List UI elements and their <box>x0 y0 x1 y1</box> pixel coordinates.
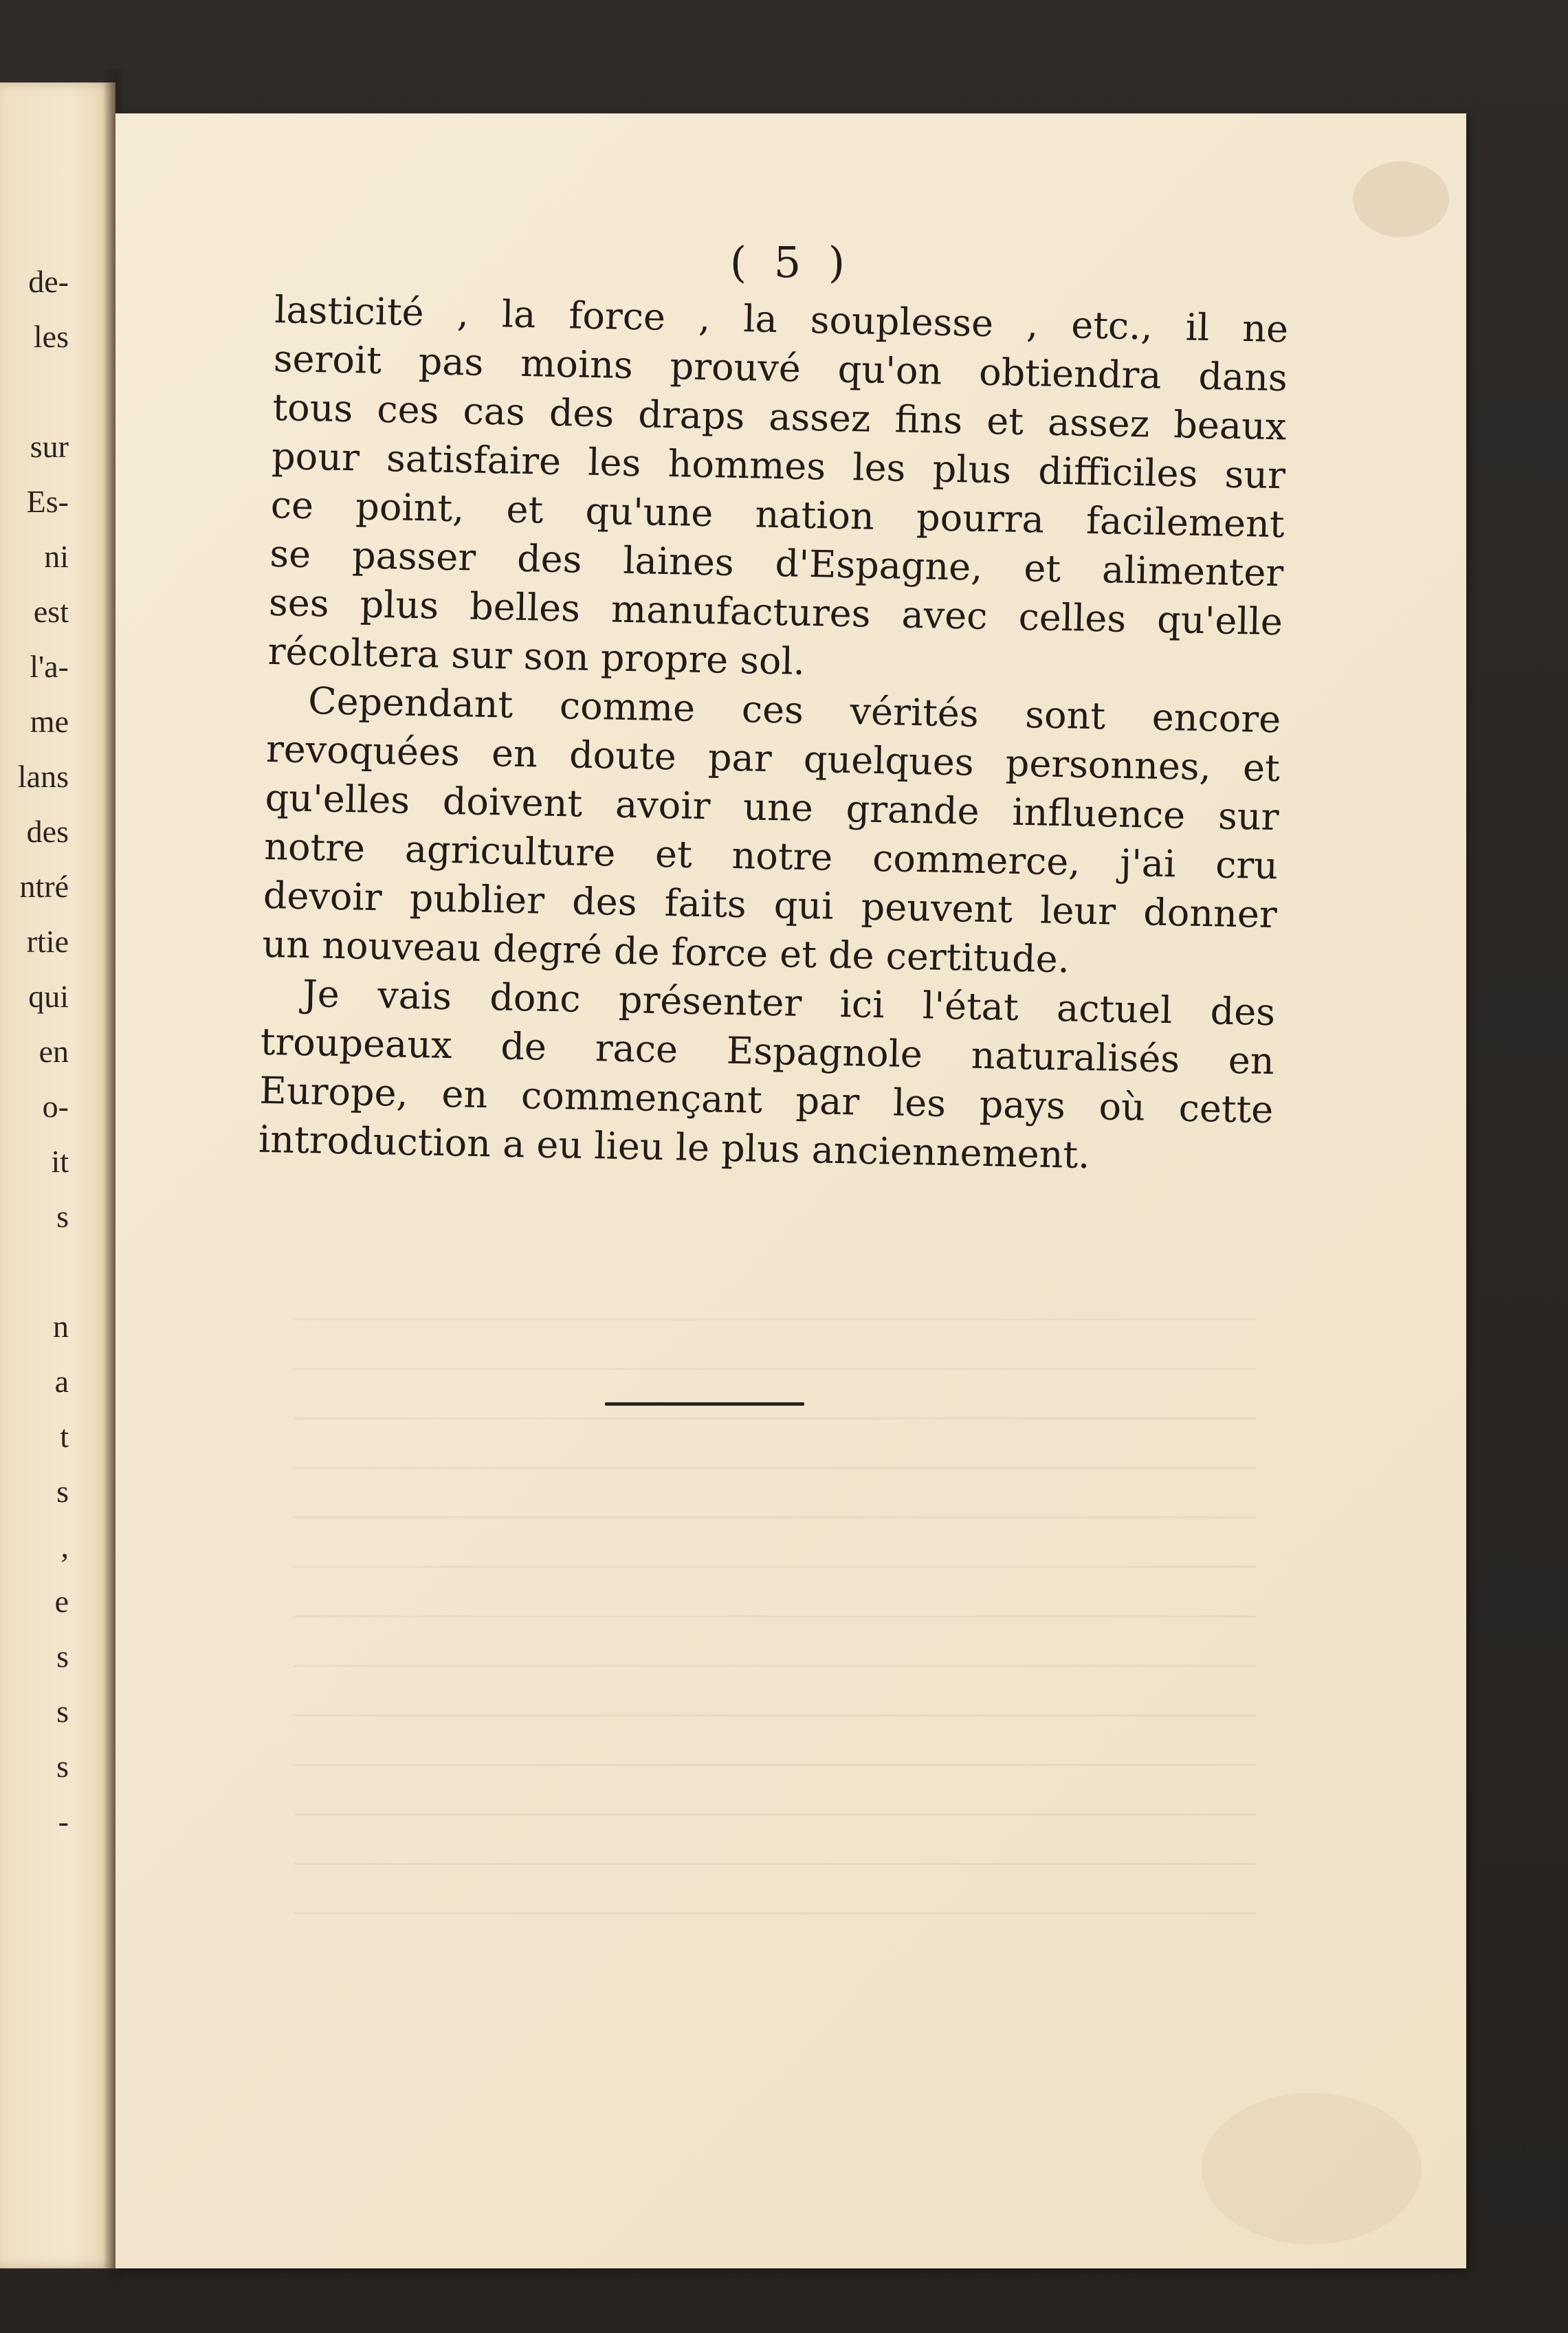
facing-page-fragment: - <box>58 1804 69 1839</box>
text-line: seroit pas moins prouvé qu'on obtiendra dans <box>273 336 1288 400</box>
facing-page-fragment: n <box>53 1309 69 1344</box>
text-line: se passer des laines d'Espagne, et alimenter <box>269 531 1284 595</box>
facing-page-fragment: t <box>60 1419 69 1454</box>
facing-page-left <box>0 82 115 2268</box>
facing-page-fragment: rtie <box>26 924 69 959</box>
facing-page-fragment: s <box>56 1199 69 1234</box>
facing-page-fragment: de- <box>28 264 69 299</box>
facing-page-fragment: lans <box>17 759 69 794</box>
facing-page-fragment: ntré <box>19 869 69 904</box>
text-line: tous ces cas des draps assez fins et assez beaux <box>272 385 1287 449</box>
facing-page-fragment: en <box>38 1034 69 1069</box>
facing-page-fragment: s <box>56 1474 69 1509</box>
text-line: ses plus belles manufactures avec celles qu'elle <box>268 580 1283 644</box>
paper-stain <box>1353 162 1449 237</box>
section-end-rule <box>605 1402 804 1406</box>
text-line: qu'elles doivent avoir une grande influence sur <box>265 775 1280 839</box>
facing-page-fragment: les <box>33 319 69 354</box>
text-line: Je vais donc présenter ici l'état actuel des <box>302 971 1276 1035</box>
facing-page-fragment: s <box>56 1694 69 1729</box>
page-number: ( 5 ) <box>729 237 852 287</box>
text-line: récoltera sur son propre sol. <box>267 629 806 683</box>
facing-page-fragment: l'a- <box>30 649 69 684</box>
text-line: un nouveau degré de force et de certitude. <box>261 922 1070 982</box>
facing-page-fragment: o- <box>42 1089 69 1124</box>
page-body-text <box>258 285 1288 1183</box>
text-line: Europe, en commençant par les pays où cette <box>258 1068 1274 1132</box>
text-line: lasticité , la force , la souplesse , etc., il ne <box>274 287 1289 351</box>
text-line: devoir publier des faits qui peuvent leur donner <box>263 873 1278 937</box>
paper-stain <box>1202 2093 1422 2244</box>
facing-page-fragment: des <box>26 814 69 849</box>
facing-page-fragment: ni <box>44 539 69 574</box>
facing-page-fragment <box>0 364 110 419</box>
text-line: revoquées en doute par quelques personnes, et <box>265 727 1281 790</box>
facing-page-fragment: sur <box>30 429 69 464</box>
paragraph <box>267 285 1289 695</box>
facing-page-fragment: a <box>54 1364 69 1399</box>
facing-page-fragment: Es- <box>26 484 69 519</box>
facing-page-fragment: est <box>33 594 69 629</box>
facing-page-fragment: it <box>51 1144 69 1179</box>
facing-page-fragment: me <box>30 704 69 739</box>
facing-page-fragment: qui <box>28 979 69 1014</box>
show-through-text <box>294 1296 1257 1914</box>
facing-page-fragment: s <box>56 1749 69 1784</box>
facing-page-fragment <box>0 1244 110 1299</box>
facing-page-fragment: e <box>54 1584 69 1619</box>
book-page <box>115 113 1466 2268</box>
text-line: ce point, et qu'une nation pourra facilement <box>270 483 1285 546</box>
facing-page-fragment: s <box>56 1639 69 1674</box>
text-line: notre agriculture et notre commerce, j'ai cru <box>263 824 1279 888</box>
text-line: pour satisfaire les hommes les plus difficiles sur <box>271 434 1286 498</box>
text-line: introduction a eu lieu le plus anciennement. <box>258 1117 1090 1177</box>
text-line: troupeaux de race Espagnole naturalisés en <box>260 1019 1275 1083</box>
facing-page-text-fragments <box>0 254 110 1849</box>
facing-page-fragment: , <box>60 1529 69 1564</box>
paragraph <box>262 676 1281 988</box>
paragraph <box>258 969 1275 1183</box>
text-line: Cependant comme ces vérités sont encore <box>307 679 1281 742</box>
